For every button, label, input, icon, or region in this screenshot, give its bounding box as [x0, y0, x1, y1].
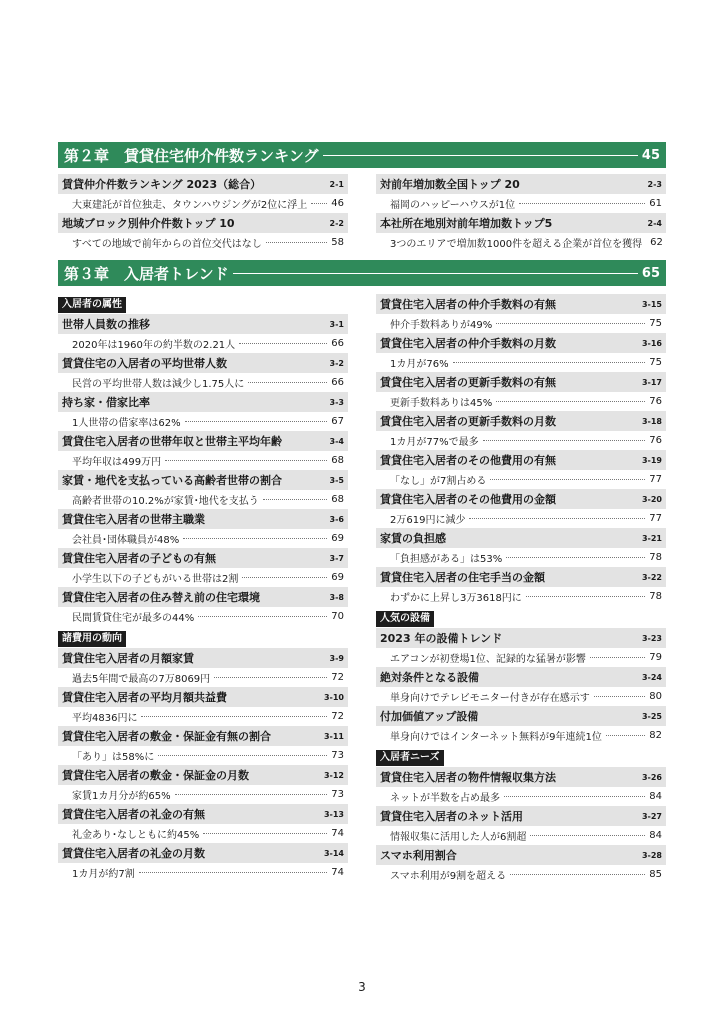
entry-sub-row: [376, 431, 666, 450]
entry-number: 3-16: [641, 338, 662, 348]
entry-title: 賃貸住宅の入居者の平均世帯人数: [62, 357, 227, 370]
entry-page: 68: [331, 455, 344, 466]
toc-entry: [376, 667, 666, 706]
chapter-rule: [233, 273, 638, 274]
toc-entry: [58, 431, 348, 470]
section-label: 諸費用の動向: [58, 631, 126, 647]
entry-title: 絶対条件となる設備: [380, 671, 479, 684]
toc-entry: [58, 726, 348, 765]
entry-subtitle: 過去5年間で最高の7万8069円: [72, 674, 211, 685]
entry-title: 賃貸住宅入居者の子どもの有無: [62, 552, 216, 565]
entry-subtitle: わずかに上昇し3万3618円に: [390, 593, 522, 604]
entry-title-row: [376, 706, 666, 726]
entry-title: 家賃の負担感: [380, 532, 446, 545]
entry-title-row: [58, 726, 348, 746]
entry-sub-row: [376, 470, 666, 489]
leader-dots: [606, 735, 645, 736]
entry-number: 3-10: [323, 692, 344, 702]
entry-page: 69: [331, 572, 344, 583]
toc-entry: [58, 648, 348, 687]
entry-subtitle: 高齢者世帯の10.2%が家賃･地代を支払う: [72, 496, 259, 507]
chapter-2-left-column: [58, 174, 348, 252]
entry-sub-row: [376, 648, 666, 667]
entry-title: 賃貸住宅入居者の仲介手数料の月数: [380, 337, 556, 350]
entry-subtitle: エアコンが初登場1位、記録的な猛暑が影響: [390, 654, 586, 665]
entry-title: 賃貸住宅入居者の敷金・保証金有無の割合: [62, 730, 271, 743]
entry-subtitle: 民営の平均世帯人数は減少し1.75人に: [72, 379, 245, 390]
entry-title: スマホ利用割合: [380, 849, 457, 862]
toc-entry: [58, 392, 348, 431]
entry-title-row: [376, 450, 666, 470]
entry-page: 74: [331, 867, 344, 878]
entry-subtitle: 単身向けではインターネット無料が9年連続1位: [390, 732, 602, 743]
entry-subtitle: 平均4836円に: [72, 713, 138, 724]
toc-entry: [58, 213, 348, 252]
entry-sub-row: [376, 314, 666, 333]
leader-dots: [510, 874, 645, 875]
entry-title: 賃貸住宅入居者の敷金・保証金の月数: [62, 769, 249, 782]
entry-subtitle: 会社員･団体職員が48%: [72, 535, 180, 546]
section-wrap: [376, 606, 666, 628]
entry-title: 賃貸住宅入居者の世帯主職業: [62, 513, 205, 526]
entry-number: 3-9: [329, 653, 344, 663]
leader-dots: [504, 796, 645, 797]
section-label: 入居者ニーズ: [376, 750, 444, 766]
entry-sub-row: [376, 194, 666, 213]
entry-number: 3-25: [641, 711, 662, 721]
entry-page: 66: [331, 377, 344, 388]
entry-title: 地域ブロック別仲介件数トップ 10: [62, 217, 235, 230]
entry-page: 82: [649, 730, 662, 741]
entry-title: 対前年増加数全国トップ 20: [380, 178, 520, 191]
entry-page: 78: [649, 552, 662, 563]
entry-page: 61: [649, 198, 662, 209]
entry-sub-row: [376, 233, 666, 252]
entry-sub-row: [58, 785, 348, 804]
entry-number: 3-27: [641, 811, 662, 821]
chapter-title: 第３章 入居者トレンド: [64, 264, 229, 283]
entry-title-row: [58, 843, 348, 863]
leader-dots: [594, 696, 645, 697]
entry-page: 75: [649, 357, 662, 368]
entry-title-row: [58, 765, 348, 785]
entry-title-row: [376, 333, 666, 353]
entry-subtitle: 1人世帯の借家率は62%: [72, 418, 181, 429]
leader-dots: [139, 872, 328, 873]
entry-sub-row: [376, 392, 666, 411]
entry-number: 3-15: [641, 299, 662, 309]
entry-sub-row: [58, 746, 348, 765]
leader-dots: [248, 382, 327, 383]
entry-sub-row: [376, 826, 666, 845]
chapter-2-header: [58, 142, 666, 168]
entry-title: 賃貸住宅入居者の月額家賃: [62, 652, 194, 665]
entry-subtitle: すべての地域で前年からの首位交代はなし: [72, 239, 262, 250]
toc-entry: [58, 314, 348, 353]
entry-sub-row: [376, 787, 666, 806]
entry-title-row: [58, 431, 348, 451]
entry-number: 2-2: [329, 218, 344, 228]
entry-title: 本社所在地別対前年増加数トップ5: [380, 217, 553, 230]
entry-page: 67: [331, 416, 344, 427]
leader-dots: [526, 596, 645, 597]
entry-title-row: [376, 294, 666, 314]
entry-sub-row: [376, 548, 666, 567]
entry-sub-row: [58, 568, 348, 587]
entry-title: 賃貸住宅入居者の仲介手数料の有無: [380, 298, 556, 311]
entry-page: 69: [331, 533, 344, 544]
entry-page: 75: [649, 318, 662, 329]
entry-title-row: [376, 372, 666, 392]
toc-entry: [376, 174, 666, 213]
entry-number: 3-1: [329, 319, 344, 329]
entry-title-row: [376, 489, 666, 509]
entry-number: 2-4: [647, 218, 662, 228]
entry-sub-row: [58, 607, 348, 626]
entry-number: 2-1: [329, 179, 344, 189]
chapter-2-right-column: [376, 174, 666, 252]
entry-sub-row: [58, 334, 348, 353]
entry-number: 3-18: [641, 416, 662, 426]
entry-subtitle: 2万619円に減少: [390, 515, 466, 526]
entry-page: 84: [649, 791, 662, 802]
entry-page: 58: [331, 237, 344, 248]
toc-entry: [376, 628, 666, 667]
entry-subtitle: 「あり」は58%に: [72, 752, 155, 763]
entry-subtitle: 単身向けでテレビモニター付きが存在感示す: [390, 693, 590, 704]
toc-entry: [58, 470, 348, 509]
entry-subtitle: 平均年収は499万円: [72, 457, 162, 468]
entry-sub-row: [376, 726, 666, 745]
entry-title: 持ち家・借家比率: [62, 396, 150, 409]
toc-entry: [58, 587, 348, 626]
entry-page: 76: [649, 435, 662, 446]
leader-dots: [239, 343, 327, 344]
section-wrap: [376, 745, 666, 767]
leader-dots: [496, 401, 645, 402]
entry-sub-row: [58, 707, 348, 726]
entry-page: 77: [649, 513, 662, 524]
entry-title-row: [58, 548, 348, 568]
entry-sub-row: [58, 412, 348, 431]
entry-sub-row: [58, 194, 348, 213]
entry-subtitle: 「負担感がある」は53%: [390, 554, 503, 565]
entry-number: 3-2: [329, 358, 344, 368]
toc-entry: [376, 294, 666, 333]
leader-dots: [242, 577, 327, 578]
toc-entry: [376, 528, 666, 567]
entry-title-row: [58, 587, 348, 607]
entry-page: 72: [331, 711, 344, 722]
entry-subtitle: 小学生以下の子どもがいる世帯は2割: [72, 574, 239, 585]
leader-dots: [496, 323, 645, 324]
toc-entry: [58, 687, 348, 726]
entry-title-row: [376, 845, 666, 865]
entry-page: 70: [331, 611, 344, 622]
entry-number: 3-20: [641, 494, 662, 504]
entry-number: 3-19: [641, 455, 662, 465]
entry-title: 賃貸住宅入居者のネット活用: [380, 810, 523, 823]
chapter-3-header: [58, 260, 666, 286]
entry-title-row: [58, 804, 348, 824]
entry-number: 2-3: [647, 179, 662, 189]
leader-dots: [175, 794, 328, 795]
entry-sub-row: [58, 451, 348, 470]
toc-entry: [58, 174, 348, 213]
toc-entry: [58, 353, 348, 392]
entry-number: 3-6: [329, 514, 344, 524]
section-wrap: [58, 626, 348, 648]
entry-number: 3-28: [641, 850, 662, 860]
entry-subtitle: 大東建託が首位独走、タウンハウジングが2位に浮上: [72, 200, 308, 211]
entry-sub-row: [58, 529, 348, 548]
entry-number: 3-7: [329, 553, 344, 563]
leader-dots: [266, 242, 327, 243]
entry-title: 賃貸住宅入居者の世帯年収と世帯主平均年齢: [62, 435, 282, 448]
chapter-3-left-column: [58, 292, 348, 882]
toc-entry: [58, 765, 348, 804]
chapter-rule: [323, 155, 638, 156]
chapter-3-right-column: [376, 294, 666, 884]
entry-title: 賃貸住宅入居者のその他費用の金額: [380, 493, 556, 506]
entry-number: 3-3: [329, 397, 344, 407]
page-number: 3: [358, 980, 366, 994]
entry-number: 3-21: [641, 533, 662, 543]
entry-title-row: [376, 806, 666, 826]
chapter-title: 第２章 賃貸住宅仲介件数ランキング: [64, 146, 319, 165]
entry-title: 賃貸住宅入居者の住み替え前の住宅環境: [62, 591, 260, 604]
entry-page: 79: [649, 652, 662, 663]
entry-title-row: [58, 648, 348, 668]
entry-title: 2023 年の設備トレンド: [380, 632, 503, 645]
entry-subtitle: 家賃1カ月分が約65%: [72, 791, 171, 802]
leader-dots: [203, 833, 327, 834]
entry-page: 74: [331, 828, 344, 839]
entry-number: 3-26: [641, 772, 662, 782]
leader-dots: [590, 657, 645, 658]
entry-number: 3-13: [323, 809, 344, 819]
entry-title: 付加価値アップ設備: [380, 710, 479, 723]
entry-subtitle: 1カ月が77%で最多: [390, 437, 479, 448]
entry-title-row: [58, 213, 348, 233]
toc-entry: [376, 372, 666, 411]
entry-page: 84: [649, 830, 662, 841]
entry-subtitle: 民間賃貸住宅が最多の44%: [72, 613, 195, 624]
leader-dots: [141, 716, 327, 717]
entry-title-row: [58, 174, 348, 194]
leader-dots: [469, 518, 645, 519]
entry-number: 3-23: [641, 633, 662, 643]
entry-title-row: [58, 470, 348, 490]
toc-entry: [58, 804, 348, 843]
section-label: 入居者の属性: [58, 297, 126, 313]
entry-title: 賃貸住宅入居者のその他費用の有無: [380, 454, 556, 467]
entry-page: 72: [331, 672, 344, 683]
entry-number: 3-4: [329, 436, 344, 446]
entry-sub-row: [376, 587, 666, 606]
leader-dots: [183, 538, 327, 539]
entry-title: 賃貸住宅入居者の平均月額共益費: [62, 691, 227, 704]
entry-title: 賃貸仲介件数ランキング 2023（総合）: [62, 178, 262, 191]
entry-subtitle: ネットが半数を占め最多: [390, 793, 500, 804]
toc-entry: [58, 509, 348, 548]
entry-title-row: [58, 314, 348, 334]
toc-entry: [58, 843, 348, 882]
section-label: 人気の設備: [376, 611, 434, 627]
entry-subtitle: 情報収集に活用した人が6割超: [390, 832, 527, 843]
entry-number: 3-12: [323, 770, 344, 780]
entry-sub-row: [58, 824, 348, 843]
entry-page: 46: [331, 198, 344, 209]
leader-dots: [198, 616, 327, 617]
entry-number: 3-14: [323, 848, 344, 858]
leader-dots: [185, 421, 328, 422]
leader-dots: [453, 362, 646, 363]
entry-subtitle: 更新手数料ありは45%: [390, 398, 493, 409]
toc-entry: [376, 411, 666, 450]
entry-subtitle: スマホ利用が9割を超える: [390, 871, 507, 882]
leader-dots: [530, 835, 645, 836]
entry-title-row: [376, 174, 666, 194]
toc-entry: [376, 333, 666, 372]
entry-subtitle: 福岡のハッピーハウスが1位: [390, 200, 516, 211]
entry-title-row: [58, 353, 348, 373]
leader-dots: [506, 557, 645, 558]
toc-entry: [376, 806, 666, 845]
toc-entry: [376, 567, 666, 606]
entry-number: 3-24: [641, 672, 662, 682]
entry-sub-row: [58, 668, 348, 687]
entry-page: 80: [649, 691, 662, 702]
toc-entry: [376, 845, 666, 884]
entry-page: 66: [331, 338, 344, 349]
toc-entry: [376, 706, 666, 745]
entry-title: 賃貸住宅入居者の礼金の有無: [62, 808, 205, 821]
entry-title-row: [376, 213, 666, 233]
leader-dots: [214, 677, 327, 678]
entry-title-row: [376, 767, 666, 787]
entry-subtitle: 礼金あり･なしともに約45%: [72, 830, 200, 841]
entry-number: 3-17: [641, 377, 662, 387]
entry-title-row: [376, 411, 666, 431]
entry-subtitle: 仲介手数料ありが49%: [390, 320, 493, 331]
entry-title: 世帯人員数の推移: [62, 318, 150, 331]
toc-entry: [58, 548, 348, 587]
entry-sub-row: [58, 373, 348, 392]
entry-page: 85: [649, 869, 662, 880]
entry-title-row: [376, 667, 666, 687]
entry-page: 73: [331, 750, 344, 761]
entry-sub-row: [58, 490, 348, 509]
entry-page: 78: [649, 591, 662, 602]
entry-title-row: [376, 628, 666, 648]
leader-dots: [263, 499, 327, 500]
entry-subtitle: 1カ月が約7割: [72, 869, 135, 880]
chapter-page: 45: [641, 147, 660, 163]
entry-sub-row: [376, 865, 666, 884]
entry-sub-row: [58, 233, 348, 252]
leader-dots: [311, 203, 327, 204]
leader-dots: [519, 203, 645, 204]
section-wrap: [58, 292, 348, 314]
entry-sub-row: [376, 687, 666, 706]
entry-page: 68: [331, 494, 344, 505]
entry-subtitle: 2020年は1960年の約半数の2.21人: [72, 340, 236, 351]
toc-entry: [376, 767, 666, 806]
leader-dots: [490, 479, 645, 480]
entry-page: 77: [649, 474, 662, 485]
entry-page: 62: [650, 237, 663, 248]
entry-title: 家賃・地代を支払っている高齢者世帯の割合: [62, 474, 282, 487]
toc-entry: [376, 213, 666, 252]
entry-number: 3-11: [323, 731, 344, 741]
entry-title: 賃貸住宅入居者の住宅手当の金額: [380, 571, 545, 584]
entry-sub-row: [58, 863, 348, 882]
leader-dots: [483, 440, 646, 441]
entry-title-row: [58, 687, 348, 707]
entry-subtitle: 1カ月が76%: [390, 359, 449, 370]
toc-entry: [376, 450, 666, 489]
chapter-page: 65: [641, 265, 660, 281]
leader-dots: [165, 460, 327, 461]
entry-title-row: [376, 567, 666, 587]
entry-title-row: [376, 528, 666, 548]
entry-title: 賃貸住宅入居者の礼金の月数: [62, 847, 205, 860]
entry-page: 73: [331, 789, 344, 800]
entry-title: 賃貸住宅入居者の更新手数料の有無: [380, 376, 556, 389]
entry-subtitle: 「なし」が7割占める: [390, 476, 487, 487]
entry-subtitle: 3つのエリアで増加数1000件を超える企業が首位を獲得: [390, 239, 643, 250]
entry-title-row: [58, 509, 348, 529]
entry-number: 3-5: [329, 475, 344, 485]
entry-title-row: [58, 392, 348, 412]
entry-sub-row: [376, 509, 666, 528]
entry-sub-row: [376, 353, 666, 372]
entry-number: 3-22: [641, 572, 662, 582]
toc-entry: [376, 489, 666, 528]
entry-number: 3-8: [329, 592, 344, 602]
entry-page: 76: [649, 396, 662, 407]
entry-title: 賃貸住宅入居者の物件情報収集方法: [380, 771, 556, 784]
leader-dots: [158, 755, 327, 756]
entry-title: 賃貸住宅入居者の更新手数料の月数: [380, 415, 556, 428]
